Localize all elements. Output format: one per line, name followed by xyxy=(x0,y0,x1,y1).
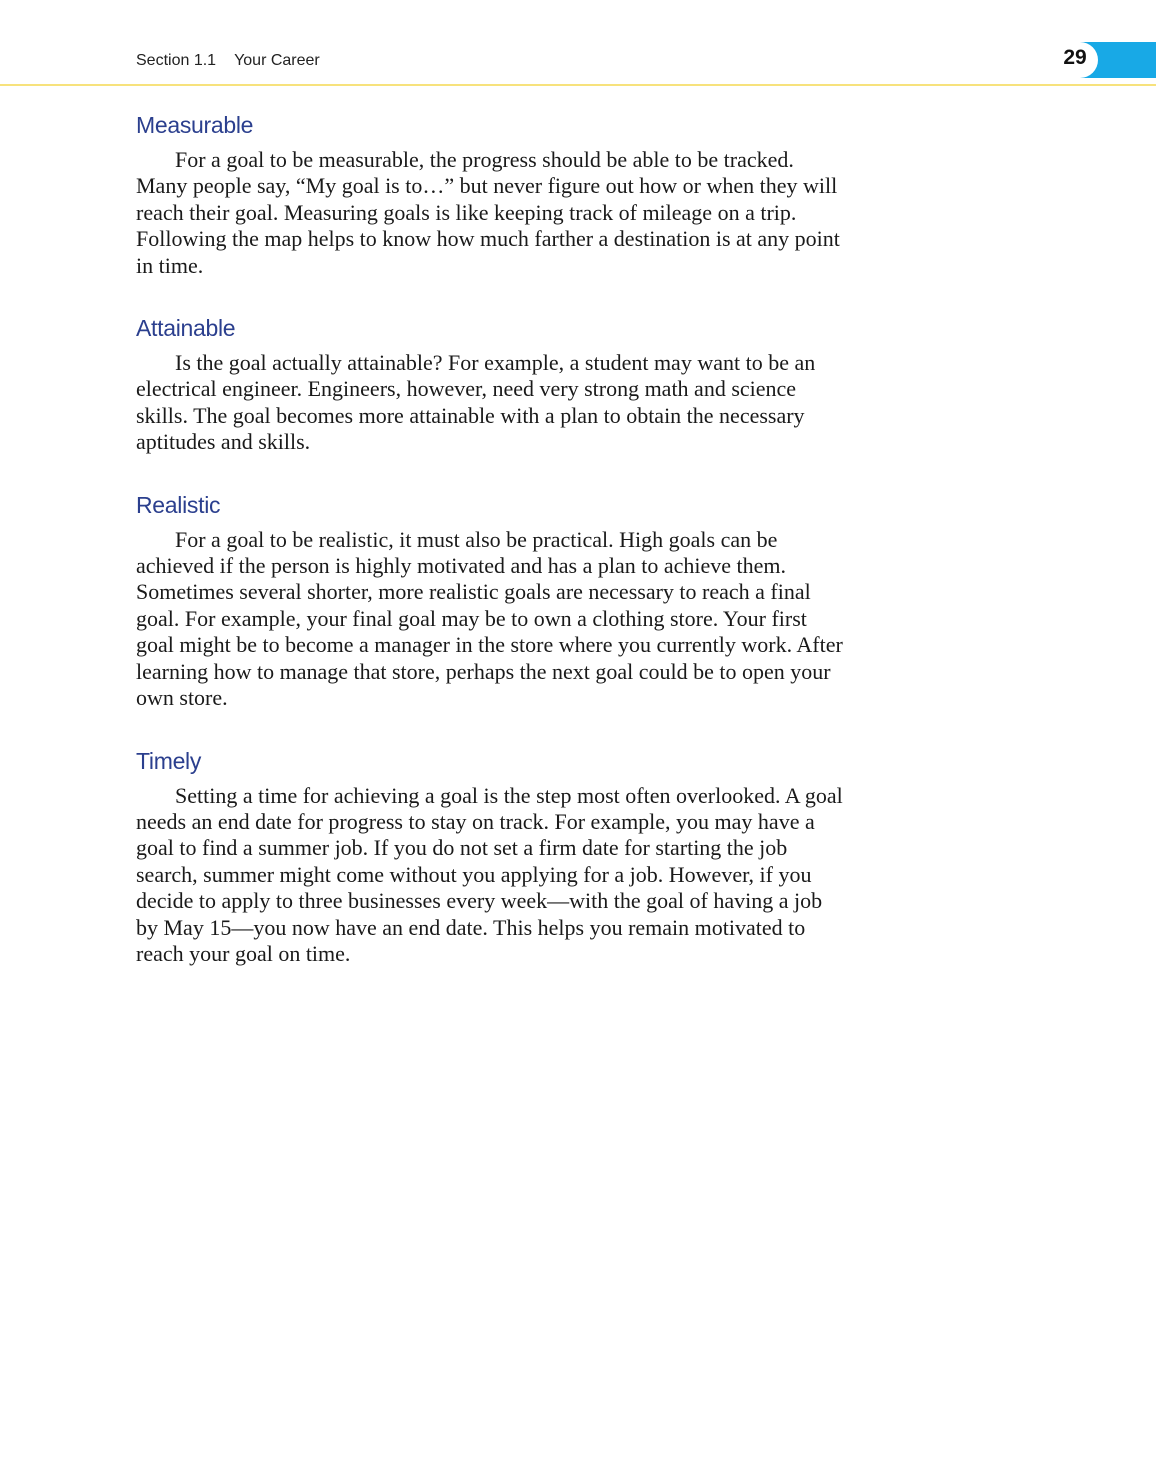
section-timely xyxy=(136,744,848,968)
section-title: Your Career xyxy=(234,52,320,69)
section-body: For a goal to be measurable, the progress should be able to be tracked. Many people say, “My goal is to…” but never figure out how or when they will reach their goal. Measuring goals is like keeping track of mileage on a trip. Following the map helps to know how much farther a destination is at any point in time. xyxy=(136,147,840,278)
section-measurable xyxy=(136,108,848,279)
running-head xyxy=(136,52,320,70)
page-content xyxy=(136,108,848,967)
section-number: Section 1.1 xyxy=(136,52,217,69)
section-heading: Measurable xyxy=(136,112,254,138)
section-heading: Timely xyxy=(136,747,202,774)
section-body: For a goal to be realistic, it must also be practical. High goals can be achieved if the person is highly motivated and has a plan to achieve them. Sometimes several shorter, more realistic goals are necessary to reach a final goal. For example, your final goal may be to own a clothing store. Your first goal might be to become a manager in the store where you currently work. After learning how to manage that store, perhaps the next goal could be to open your own store. xyxy=(136,526,843,711)
section-body: Setting a time for achieving a goal is the step most often overlooked. A goal needs an end date for progress to stay on track. For example, you may have a goal to find a summer job. If you do not set a firm date for starting the job search, summer might come without you applying for a job. However, if you decide to apply to three businesses every week—with the goal of having a job by May 15—you now have an end date. This helps you remain motivated to reach your goal on time. xyxy=(136,782,843,966)
page-number: 29 xyxy=(1063,46,1087,69)
section-heading: Realistic xyxy=(136,491,221,518)
section-realistic xyxy=(136,488,848,712)
header-rule xyxy=(0,84,1156,86)
section-heading: Attainable xyxy=(136,315,236,342)
page-header xyxy=(0,0,1156,86)
section-attainable xyxy=(136,311,848,456)
section-body: Is the goal actually attainable? For example, a student may want to be an electrical engineer. Engineers, however, need very strong math and science skills. The goal becomes more attainable with a plan to obtain the necessary aptitudes and skills. xyxy=(136,350,816,455)
